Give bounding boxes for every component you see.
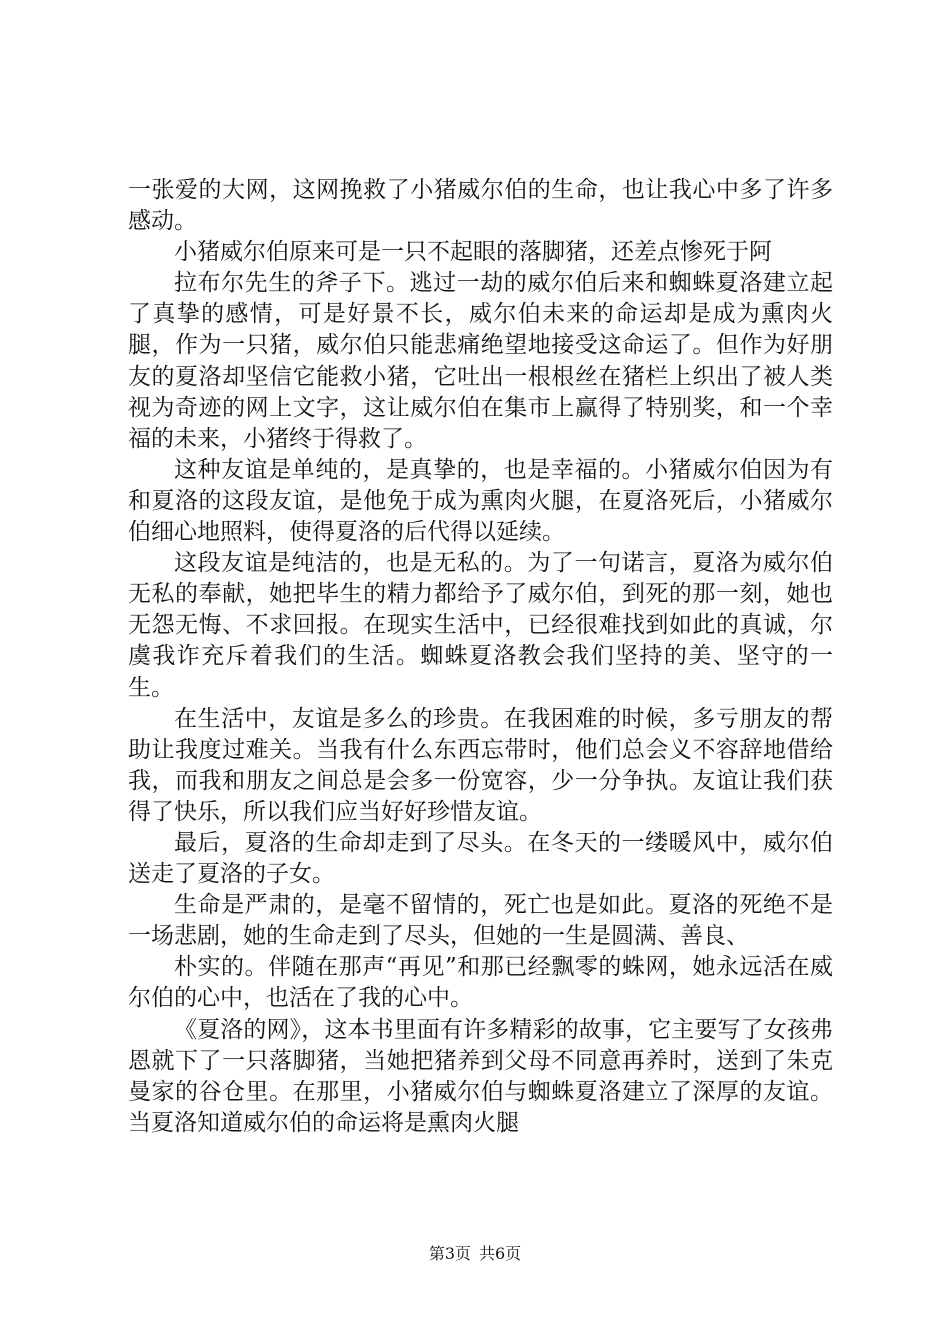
paragraph: 一张爱的大网，这网挽救了小猪威尔伯的生命，也让我心中多了许多感动。 (128, 177, 833, 235)
paragraph: 在生活中，友谊是多么的珍贵。在我困难的时候，多亏朋友的帮助让我度过难关。当我有什么东西忘带时，他们总会义不容辞地借给我，而我和朋友之间总是会多一份宽容，少一分争执。友谊让我们获得了快乐，所以我们应当好好珍惜友谊。 (128, 705, 833, 825)
paragraph: 生命是严肃的，是毫不留情的，死亡也是如此。夏洛的死绝不是一场悲剧，她的生命走到了尽头，但她的一生是圆满、善良、 (128, 892, 833, 950)
paragraph: 小猪威尔伯原来可是一只不起眼的落脚猪，还差点惨死于阿 (174, 239, 772, 266)
paragraph: 朴实的。伴随在那声“再见”和那已经飘零的蛛网，她永远活在威尔伯的心中，也活在了我的心中。 (128, 954, 833, 1012)
page-number: 第3页 (428, 1244, 471, 1263)
paragraph: 这种友谊是单纯的，是真挚的，也是幸福的。小猪威尔伯因为有和夏洛的这段友谊，是他免于成为熏肉火腿，在夏洛死后，小猪威尔伯细心地照料，使得夏洛的后代得以延续。 (128, 456, 833, 546)
page-total: 共6页 (479, 1244, 522, 1263)
paragraph: 最后，夏洛的生命却走到了尽头。在冬天的一缕暖风中，威尔伯送走了夏洛的子女。 (128, 829, 833, 888)
page-footer (0, 1244, 950, 1264)
body-text (128, 175, 833, 1139)
paragraph: 拉布尔先生的斧子下。逃过一劫的威尔伯后来和蜘蛛夏洛建立起了真挚的感情，可是好景不长，威尔伯未来的命运却是成为熏肉火腿，作为一只猪，威尔伯只能悲痛绝望地接受这命运了。但作为好朋友的夏洛却坚信它能救小猪，它吐出一根根丝在猪栏上织出了被人类视为奇迹的网上文字，这让威尔伯在集市上赢得了特别奖，和一个幸福的未来，小猪终于得救了。 (128, 270, 833, 452)
paragraph: 《夏洛的网》，这本书里面有许多精彩的故事，它主要写了女孩弗恩就下了一只落脚猪，当她把猪养到父母不同意再养时，送到了朱克曼家的谷仓里。在那里，小猪威尔伯与蜘蛛夏洛建立了深厚的友谊。当夏洛知道威尔伯的命运将是熏肉火腿 (128, 1016, 833, 1136)
paragraph: 这段友谊是纯洁的，也是无私的。为了一句诺言，夏洛为威尔伯无私的奉献，她把毕生的精力都给予了威尔伯，到死的那一刻，她也无怨无悔、不求回报。在现实生活中，已经很难找到如此的真诚，尔虞我诈充斥着我们的生活。蜘蛛夏洛教会我们坚持的美、坚守的一生。 (128, 550, 833, 701)
